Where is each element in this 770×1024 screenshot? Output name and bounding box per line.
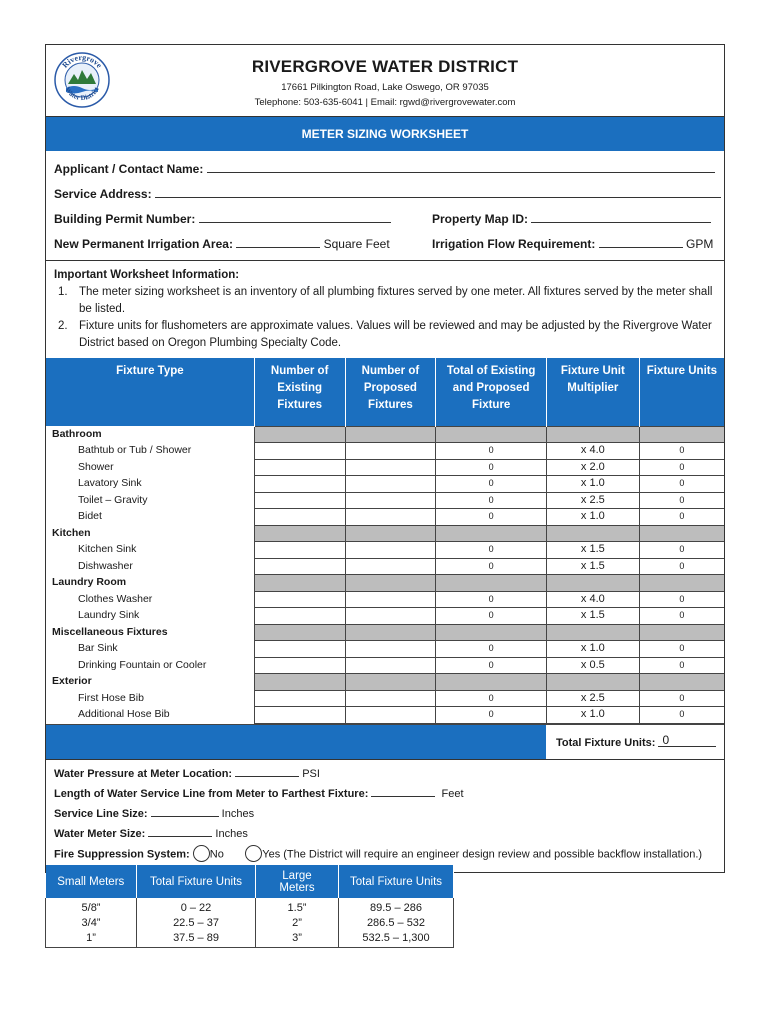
total-fixture-units-value[interactable]: 0	[658, 735, 716, 747]
fixture-name: Dishwasher	[46, 558, 254, 575]
logo-text-bottom: Water District	[63, 85, 101, 103]
fixture-total: 0	[436, 657, 547, 674]
map-id-field[interactable]	[432, 211, 711, 226]
fixture-total: 0	[436, 558, 547, 575]
map-id-input[interactable]	[531, 211, 711, 223]
header-large-meters: Large Meters	[256, 865, 339, 898]
fixture-units: 0	[639, 509, 724, 526]
fixture-name: Bidet	[46, 509, 254, 526]
fixture-category-label: Bathroom	[46, 426, 254, 443]
fixture-category-label: Exterior	[46, 674, 254, 691]
proposed-count-input[interactable]	[345, 476, 436, 493]
total-fixture-units: Total Fixture Units: 0	[546, 725, 724, 759]
service-line-size-input[interactable]	[151, 806, 219, 817]
fixture-total: 0	[436, 641, 547, 658]
fixture-units: 0	[639, 707, 724, 724]
proposed-count-input[interactable]	[345, 443, 436, 460]
existing-count-input[interactable]	[254, 509, 345, 526]
applicant-name-input[interactable]	[207, 161, 715, 173]
water-pressure-field[interactable]: Water Pressure at Meter Location: PSI	[54, 767, 320, 780]
fixture-row	[46, 690, 724, 707]
irrigation-area-input[interactable]	[236, 236, 320, 248]
permit-number-label: Building Permit Number:	[54, 212, 196, 226]
existing-count-input[interactable]	[254, 591, 345, 608]
header-proposed: Number of Proposed Fixtures	[345, 358, 436, 426]
fixture-units: 0	[639, 690, 724, 707]
proposed-count-input[interactable]	[345, 690, 436, 707]
service-line-length-field[interactable]: Length of Water Service Line from Meter to Farthest Fixture: Feet	[54, 787, 464, 800]
meter-row: 1” 37.5 – 89 3” 532.5 – 1,300	[46, 931, 454, 948]
fixture-category-row	[46, 525, 724, 542]
irrigation-flow-unit: GPM	[686, 237, 714, 251]
meter-size-input[interactable]	[148, 826, 212, 837]
fixture-category-row	[46, 674, 724, 691]
existing-count-input[interactable]	[254, 690, 345, 707]
total-fixture-units-row	[46, 724, 724, 760]
irrigation-flow-field[interactable]	[432, 236, 713, 251]
fixture-category-label: Laundry Room	[46, 575, 254, 592]
fixture-total: 0	[436, 476, 547, 493]
fixture-total: 0	[436, 509, 547, 526]
permit-number-input[interactable]	[199, 211, 391, 223]
irrigation-flow-input[interactable]	[599, 236, 683, 248]
existing-count-input[interactable]	[254, 459, 345, 476]
fixture-units: 0	[639, 657, 724, 674]
irrigation-area-label: New Permanent Irrigation Area:	[54, 237, 233, 251]
existing-count-input[interactable]	[254, 641, 345, 658]
fixture-row	[46, 492, 724, 509]
fixture-multiplier: x 4.0	[546, 443, 639, 460]
letterhead	[46, 45, 724, 117]
worksheet-page	[45, 44, 725, 873]
fixture-total: 0	[436, 707, 547, 724]
fixture-row	[46, 707, 724, 724]
fixture-total: 0	[436, 459, 547, 476]
fixture-multiplier: x 1.5	[546, 608, 639, 625]
fixture-total: 0	[436, 542, 547, 559]
header-small-total-units: Total Fixture Units	[137, 865, 256, 898]
fire-no-radio[interactable]	[193, 845, 210, 862]
meter-row: 3/4” 22.5 – 37 2” 286.5 – 532	[46, 915, 454, 931]
worksheet-information	[46, 261, 724, 358]
fixture-name: Additional Hose Bib	[46, 707, 254, 724]
fixture-name: Shower	[46, 459, 254, 476]
fixture-category-row	[46, 575, 724, 592]
header-existing: Number of Existing Fixtures	[254, 358, 345, 426]
existing-count-input[interactable]	[254, 608, 345, 625]
fixture-row	[46, 641, 724, 658]
fixture-units: 0	[639, 591, 724, 608]
district-title: RIVERGROVE WATER DISTRICT	[251, 57, 519, 76]
irrigation-flow-label: Irrigation Flow Requirement:	[432, 237, 596, 251]
service-line-length-input[interactable]	[371, 786, 435, 797]
fixture-multiplier: x 1.5	[546, 558, 639, 575]
existing-count-input[interactable]	[254, 476, 345, 493]
district-address: 17661 Pilkington Road, Lake Oswego, OR 97035	[281, 82, 489, 93]
permit-number-field[interactable]	[54, 211, 391, 226]
header-fixture-type: Fixture Type	[46, 358, 254, 426]
fixture-total: 0	[436, 591, 547, 608]
fixture-multiplier: x 2.5	[546, 690, 639, 707]
fixture-multiplier: x 0.5	[546, 657, 639, 674]
fire-suppression-field: Fire Suppression System: No Yes (The District will require an engineer design review and possible backflow installation.)	[54, 846, 702, 863]
service-details	[46, 760, 724, 872]
fixture-multiplier: x 1.0	[546, 476, 639, 493]
fixture-row	[46, 476, 724, 493]
fire-yes-radio[interactable]	[245, 845, 262, 862]
fixture-multiplier: x 1.5	[546, 542, 639, 559]
worksheet-title: METER SIZING WORKSHEET	[46, 117, 724, 151]
fixture-row	[46, 509, 724, 526]
irrigation-area-unit: Square Feet	[323, 237, 390, 251]
existing-count-input[interactable]	[254, 657, 345, 674]
fixture-units: 0	[639, 641, 724, 658]
fixture-units: 0	[639, 459, 724, 476]
fixture-row	[46, 608, 724, 625]
service-address-label: Service Address:	[54, 187, 152, 201]
proposed-count-input[interactable]	[345, 657, 436, 674]
fixture-total: 0	[436, 443, 547, 460]
existing-count-input[interactable]	[254, 558, 345, 575]
fixture-category-label: Miscellaneous Fixtures	[46, 624, 254, 641]
fixture-units: 0	[639, 558, 724, 575]
proposed-count-input[interactable]	[345, 542, 436, 559]
header-large-total-units: Total Fixture Units	[339, 865, 454, 898]
fixture-total: 0	[436, 492, 547, 509]
fixture-category-label: Kitchen	[46, 525, 254, 542]
fixture-row	[46, 459, 724, 476]
fixture-name: Toilet – Gravity	[46, 492, 254, 509]
proposed-count-input[interactable]	[345, 641, 436, 658]
fixture-name: Clothes Washer	[46, 591, 254, 608]
proposed-count-input[interactable]	[345, 459, 436, 476]
fixture-name: Kitchen Sink	[46, 542, 254, 559]
fixture-total: 0	[436, 608, 547, 625]
applicant-fields	[46, 151, 724, 261]
fixture-name: Bar Sink	[46, 641, 254, 658]
fixture-table-header	[46, 358, 724, 426]
header-small-meters: Small Meters	[46, 865, 137, 898]
map-id-label: Property Map ID:	[432, 212, 529, 226]
applicant-name-field[interactable]	[54, 161, 715, 176]
service-line-size-field[interactable]: Service Line Size: Inches	[54, 807, 255, 820]
fixture-units: 0	[639, 608, 724, 625]
fixture-multiplier: x 1.0	[546, 641, 639, 658]
fixture-name: Drinking Fountain or Cooler	[46, 657, 254, 674]
meter-size-table	[45, 865, 454, 948]
existing-count-input[interactable]	[254, 707, 345, 724]
existing-count-input[interactable]	[254, 542, 345, 559]
header-multiplier: Fixture Unit Multiplier	[546, 358, 639, 426]
fixture-table	[46, 358, 724, 724]
proposed-count-input[interactable]	[345, 608, 436, 625]
fixture-category-row	[46, 624, 724, 641]
fixture-row	[46, 443, 724, 460]
fixture-row	[46, 657, 724, 674]
fixture-multiplier: x 4.0	[546, 591, 639, 608]
header-total: Total of Existing and Proposed Fixture	[436, 358, 547, 426]
info-heading: Important Worksheet Information:	[54, 269, 240, 281]
fixture-units: 0	[639, 443, 724, 460]
fixture-row	[46, 558, 724, 575]
proposed-count-input[interactable]	[345, 707, 436, 724]
existing-count-input[interactable]	[254, 492, 345, 509]
fixture-category-row	[46, 426, 724, 443]
fixture-name: Laundry Sink	[46, 608, 254, 625]
applicant-name-label: Applicant / Contact Name:	[54, 162, 204, 176]
fixture-multiplier: x 2.5	[546, 492, 639, 509]
info-item: 2. Fixture units for flushometers are approximate values. Values will be reviewed and may be adjusted by the Rivergrove Water District based on Oregon Plumbing Specialty Code.	[58, 320, 712, 349]
district-contact: Telephone: 503-635-6041 | Email: rgwd@rivergrovewater.com	[254, 97, 516, 108]
proposed-count-input[interactable]	[345, 558, 436, 575]
fixture-row	[46, 542, 724, 559]
fixture-units: 0	[639, 492, 724, 509]
service-address-field[interactable]	[54, 186, 721, 201]
fixture-multiplier: x 1.0	[546, 509, 639, 526]
fixture-row	[46, 591, 724, 608]
meter-row: 5/8” 0 – 22 1.5” 89.5 – 286	[46, 898, 454, 915]
water-pressure-input[interactable]	[235, 766, 299, 777]
fixture-multiplier: x 2.0	[546, 459, 639, 476]
fixture-units: 0	[639, 542, 724, 559]
header-units: Fixture Units	[639, 358, 724, 426]
service-address-input[interactable]	[155, 186, 721, 198]
fixture-total: 0	[436, 690, 547, 707]
irrigation-area-field[interactable]	[54, 236, 390, 251]
proposed-count-input[interactable]	[345, 591, 436, 608]
existing-count-input[interactable]	[254, 443, 345, 460]
fixture-units: 0	[639, 476, 724, 493]
info-item: 1. The meter sizing worksheet is an inventory of all plumbing fixtures served by one meter. All fixtures served by the meter shall be listed.	[58, 286, 713, 315]
fixture-name: Bathtub or Tub / Shower	[46, 443, 254, 460]
proposed-count-input[interactable]	[345, 492, 436, 509]
fixture-name: First Hose Bib	[46, 690, 254, 707]
proposed-count-input[interactable]	[345, 509, 436, 526]
fixture-multiplier: x 1.0	[546, 707, 639, 724]
logo-text-top: Rivergrove	[60, 52, 104, 70]
fixture-name: Lavatory Sink	[46, 476, 254, 493]
meter-size-field[interactable]: Water Meter Size: Inches	[54, 827, 248, 840]
